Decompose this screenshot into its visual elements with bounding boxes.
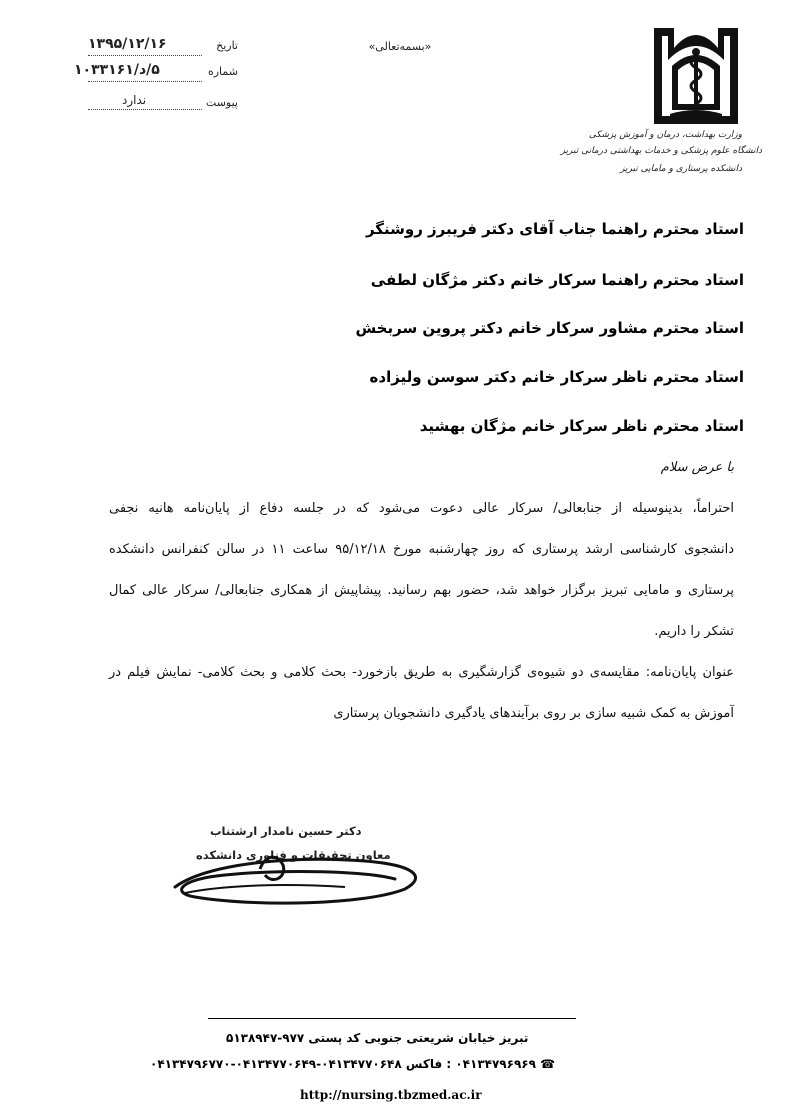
invocation: «بسمه‌تعالی» [368, 40, 432, 53]
attachment-label: پیوست [205, 96, 238, 109]
date-line [88, 55, 202, 56]
addressee-1: استاد محترم راهنما جناب آقای دکتر فریبرز روشنگر [365, 220, 744, 238]
body-paragraph-thesis-title [109, 652, 734, 734]
date-label: تاریخ [216, 39, 238, 52]
date-value: ۱۳۹۵/۱۲/۱۶ [88, 36, 167, 52]
logo-caption-faculty: دانشکده پرستاری و مامایی تبریز [620, 164, 742, 174]
number-value: ۵/د/۱۰۳۳۱۶۱ [74, 62, 160, 78]
addressee-5: استاد محترم ناظر سرکار خانم مژگان بهشید [419, 417, 744, 435]
body-line: احتراماً، بدینوسیله از جنابعالی/ سرکار عالی دعوت می‌شود که در جلسه دفاع از پایان‌نامه هانیه نجفی [109, 501, 734, 516]
logo-caption-ministry: وزارت بهداشت، درمان و آموزش پزشکی [588, 130, 742, 140]
signatory-name: دکتر حسین نامدار ارشتناب [210, 824, 362, 838]
body-line: آموزش به کمک شبیه سازی بر روی برآیندهای یادگیری دانشجویان پرستاری [333, 706, 734, 721]
footer-website[interactable]: http://nursing.tbzmed.ac.ir [300, 1088, 482, 1102]
university-emblem-icon [650, 18, 742, 128]
footer-address: تبریز خیابان شریعتی جنوبی کد پستی ۹۷۷-۵۱۳۸۹۴۷ [226, 1031, 529, 1045]
phone-icon: ☎ [540, 1057, 556, 1071]
attachment-line [88, 109, 202, 110]
body-line: پرستاری و مامایی تبریز برگزار خواهد شد، حضور بهم رسانید. پیشاپیش از همکاری جنابعالی/ سرکار عالی کمال [109, 583, 734, 598]
number-row [74, 62, 238, 84]
signatory-title: معاون تحقیقات و فناوری دانشکده [196, 848, 391, 862]
addressee-2: استاد محترم راهنما سرکار خانم دکتر مژگان لطفی [370, 271, 744, 289]
body-paragraph-invitation [109, 488, 734, 652]
university-logo [560, 18, 762, 178]
addressee-3: استاد محترم مشاور سرکار خانم دکتر پروین سربخش [355, 319, 744, 337]
logo-caption-university: دانشگاه علوم پزشکی و خدمات بهداشتی درمانی تبریز [560, 146, 762, 156]
footer-phones-text: ۰۴۱۳۴۷۹۶۹۶۹ : فاکس ۰۴۱۳۴۷۷۰۶۴۸-۰۴۱۳۴۷۷۰۶۴۹-۰۴۱۳۴۷۹۶۷۷۰ [150, 1057, 536, 1071]
handwritten-signature [165, 835, 435, 915]
addressee-4: استاد محترم ناظر سرکار خانم دکتر سوسن ولیزاده [369, 368, 744, 386]
date-row [88, 36, 238, 58]
number-line [88, 81, 202, 82]
number-label: شماره [207, 65, 238, 78]
greeting: با عرض سلام [660, 460, 734, 475]
footer-phones [150, 1057, 555, 1071]
body-line: تشکر را داریم. [654, 624, 734, 639]
footer-rule [208, 1018, 576, 1019]
body-line: عنوان پایان‌نامه: مقایسه‌ی دو شیوه‌ی گزارشگیری به طریق بازخورد- بحث کلامی و بحث کلامی- نمایش فیلم در [109, 665, 734, 680]
attachment-row [88, 90, 238, 112]
body-line: دانشجوی کارشناسی ارشد پرستاری که روز چهارشنبه مورخ ۹۵/۱۲/۱۸ ساعت ۱۱ در سالن کنفرانس دانشکده [109, 542, 734, 557]
attachment-value: ندارد [122, 93, 147, 107]
